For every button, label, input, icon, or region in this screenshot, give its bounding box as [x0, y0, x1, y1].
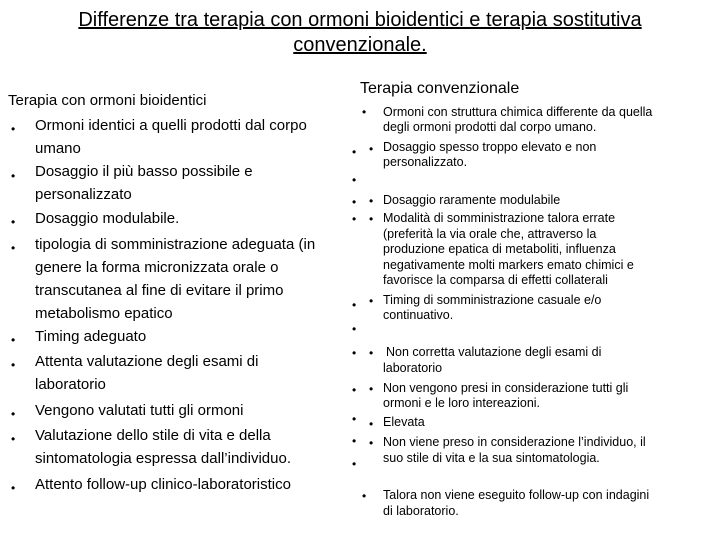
right-line: di laboratorio. [383, 504, 459, 518]
left-line: Valutazione dello stile di vita e della [35, 427, 271, 444]
right-line: continuativo. [383, 308, 454, 322]
right-line: Elevata [383, 415, 425, 429]
right-line: Non vengono presi in considerazione tutti gli [383, 381, 629, 395]
left-heading: Terapia con ormoni bioidentici [8, 92, 207, 109]
bullet-icon: • [369, 194, 374, 208]
left-line: personalizzato [35, 186, 132, 203]
right-line: produzione epatica di metaboliti, influenza [383, 242, 616, 256]
bullet-icon: • [352, 298, 357, 312]
bullet-icon: • [362, 489, 367, 503]
bullet-icon: • [11, 122, 16, 136]
right-line: negativamente molti markers emato chimici e [383, 258, 634, 272]
bullet-icon: • [352, 434, 357, 448]
left-line: tipologia di somministrazione adeguata (in [35, 236, 316, 253]
bullet-icon: • [369, 382, 374, 396]
bullet-icon: • [352, 145, 357, 159]
bullet-icon: • [11, 358, 16, 372]
bullet-icon: • [362, 105, 367, 119]
slide-title [20, 8, 700, 58]
left-line: Attento follow-up clinico-laboratoristico [35, 476, 291, 493]
bullet-icon: • [11, 333, 16, 347]
bullet-icon: • [352, 212, 357, 226]
left-line: laboratorio [35, 376, 106, 393]
right-line: Non corretta valutazione degli esami di [386, 345, 602, 359]
right-line: Ormoni con struttura chimica differente da quella [383, 105, 653, 119]
left-line: Attenta valutazione degli esami di [35, 353, 259, 370]
right-line: favorisce la comparsa di effetti collaterali [383, 273, 608, 287]
left-line: Vengono valutati tutti gli ormoni [35, 402, 244, 419]
right-line: personalizzato. [383, 155, 468, 169]
right-line: ormoni e le loro intereazioni. [383, 396, 541, 410]
right-line: Talora non viene eseguito follow-up con indagini [383, 488, 650, 502]
bullet-icon: • [11, 407, 16, 421]
bullet-icon: • [352, 322, 357, 336]
right-heading: Terapia convenzionale [360, 80, 520, 97]
bullet-icon: • [352, 412, 357, 426]
left-line: genere la forma micronizzata orale o [35, 259, 279, 276]
right-line: Dosaggio raramente modulabile [383, 193, 561, 207]
bullet-icon: • [369, 294, 374, 308]
bullet-icon: • [352, 383, 357, 397]
left-line: Timing adeguato [35, 328, 147, 345]
bullet-icon: • [11, 215, 16, 229]
left-line: sintomatologia espressa dall’individuo. [35, 450, 291, 467]
bullet-icon: • [352, 346, 357, 360]
bullet-icon: • [11, 481, 16, 495]
right-line: Timing di somministrazione casuale e/o [383, 293, 602, 307]
right-line: laboratorio [383, 361, 443, 375]
bullet-icon: • [369, 212, 374, 226]
right-line: (preferità la via orale che, attraverso la [383, 227, 597, 241]
bullet-icon: • [369, 417, 374, 431]
left-line: Dosaggio modulabile. [35, 210, 180, 227]
bullet-icon: • [352, 195, 357, 209]
bullet-icon: • [11, 169, 16, 183]
bullet-icon: • [11, 432, 16, 446]
bullet-icon: • [352, 457, 357, 471]
left-line: metabolismo epatico [35, 305, 173, 322]
right-line: Dosaggio spesso troppo elevato e non [383, 140, 597, 154]
right-line: Non viene preso in considerazione l’individuo, il [383, 435, 646, 449]
title-line-2: convenzionale. [293, 34, 427, 56]
left-line: transcutanea al fine di evitare il primo [35, 282, 284, 299]
bullet-icon: • [369, 142, 374, 156]
bullet-icon: • [352, 173, 357, 187]
bullet-icon: • [369, 436, 374, 450]
bullet-icon: • [11, 241, 16, 255]
right-line: degli ormoni prodotti dal corpo umano. [383, 120, 597, 134]
title-line-1: Differenze tra terapia con ormoni bioidentici e terapia sostitutiva [78, 9, 642, 31]
bullet-icon: • [369, 346, 374, 360]
right-line: suo stile di vita e la sua sintomatologia. [383, 451, 600, 465]
left-line: umano [35, 140, 81, 157]
left-line: Dosaggio il più basso possibile e [35, 163, 253, 180]
left-line: Ormoni identici a quelli prodotti dal corpo [35, 117, 307, 134]
right-line: Modalità di somministrazione talora errate [383, 211, 616, 225]
